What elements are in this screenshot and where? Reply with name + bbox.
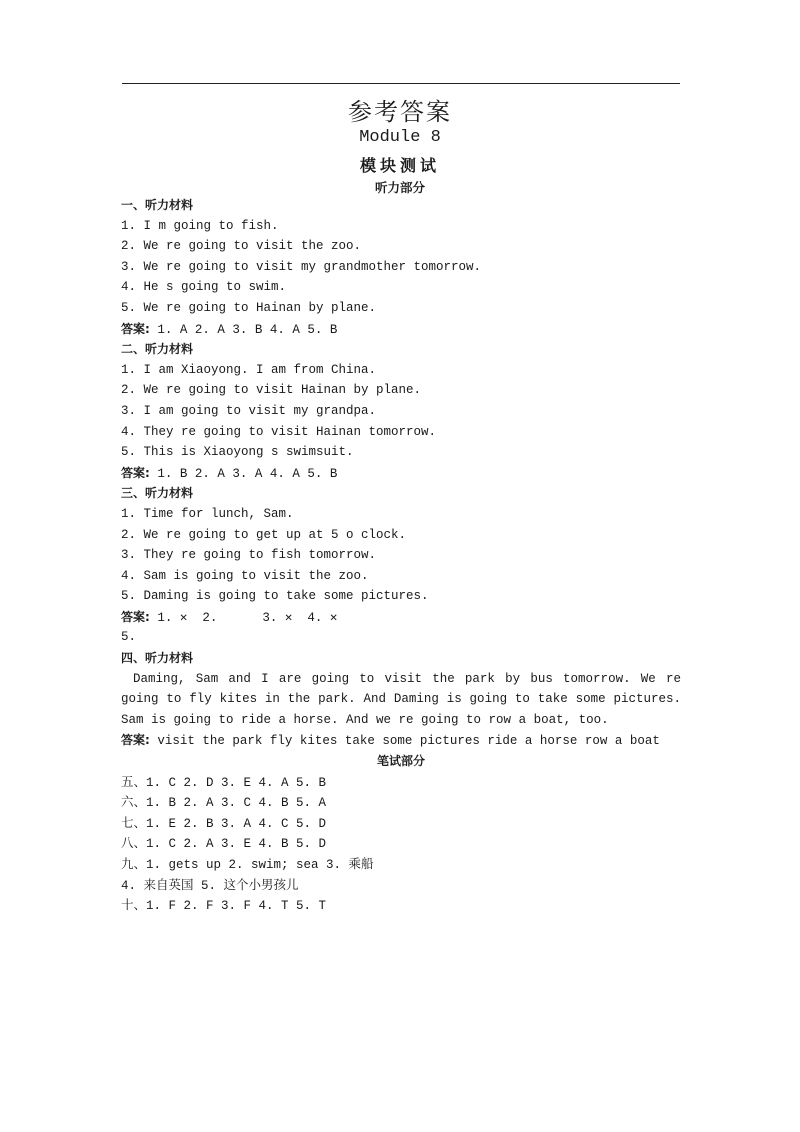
answer-line: 答案: 1. ✕ 2. 3. ✕ 4. ✕ <box>121 609 338 625</box>
list-item: 1. I am Xiaoyong. I am from China. <box>121 362 377 377</box>
list-item: 2. We re going to visit the zoo. <box>121 239 362 254</box>
list-item: 2. We re going to visit Hainan by plane. <box>121 383 422 398</box>
list-item: 1. Time for lunch, Sam. <box>121 506 294 521</box>
list-item: 1. I m going to fish. <box>121 218 279 233</box>
answer-line: 答案: 1. A 2. A 3. B 4. A 5. B <box>121 321 338 337</box>
section-heading: 四、听力材料 <box>121 651 194 666</box>
answer-line-continued: 5. <box>121 630 137 645</box>
answer-line: 答案: 1. B 2. A 3. A 4. A 5. B <box>121 465 338 481</box>
list-item: 5. Daming is going to take some pictures. <box>121 589 429 604</box>
list-item: 八、1. C 2. A 3. E 4. B 5. D <box>121 835 327 852</box>
answer-content <box>121 195 686 916</box>
subtitle: 模块测试 <box>359 156 440 175</box>
list-item: 九、1. gets up 2. swim; sea 3. 乘船 <box>121 856 374 872</box>
page-title: 参考答案 <box>348 98 452 126</box>
section-heading: 三、听力材料 <box>121 486 194 501</box>
top-rule <box>122 83 680 84</box>
list-item: 2. We re going to get up at 5 o clock. <box>121 527 407 542</box>
list-item: 5. This is Xiaoyong s swimsuit. <box>121 445 354 460</box>
list-item: 十、1. F 2. F 3. F 4. T 5. T <box>121 897 327 914</box>
list-item: 3. I am going to visit my grandpa. <box>121 403 377 418</box>
list-item: 4. 来自英国 5. 这个小男孩儿 <box>121 878 299 893</box>
answer-line: 答案: visit the park fly kites take some pictures ride a horse row a boat <box>121 733 660 749</box>
section-heading: 二、听力材料 <box>121 342 194 357</box>
list-item: 七、1. E 2. B 3. A 4. C 5. D <box>121 814 327 831</box>
list-item: 4. Sam is going to visit the zoo. <box>121 568 369 583</box>
list-item: 五、1. C 2. D 3. E 4. A 5. B <box>121 773 327 790</box>
module-label: Module 8 <box>359 128 441 147</box>
written-section-title: 笔试部分 <box>376 754 425 769</box>
list-item: 5. We re going to Hainan by plane. <box>121 300 377 315</box>
list-item: 3. We re going to visit my grandmother tomorrow. <box>121 259 482 274</box>
section-heading: 一、听力材料 <box>121 198 194 212</box>
listening-paragraph: Daming, Sam and I are going to visit the park by bus tomorrow. We re going to fly kites in the park. And Daming is going to take some pictures. Sam is going to ride a horse. And we re going to row a boat, too. <box>121 671 681 727</box>
list-item: 4. He s going to swim. <box>121 280 287 295</box>
listening-section-title: 听力部分 <box>374 180 425 195</box>
list-item: 4. They re going to visit Hainan tomorrow. <box>121 424 437 439</box>
list-item: 六、1. B 2. A 3. C 4. B 5. A <box>121 794 327 811</box>
list-item: 3. They re going to fish tomorrow. <box>121 548 377 563</box>
